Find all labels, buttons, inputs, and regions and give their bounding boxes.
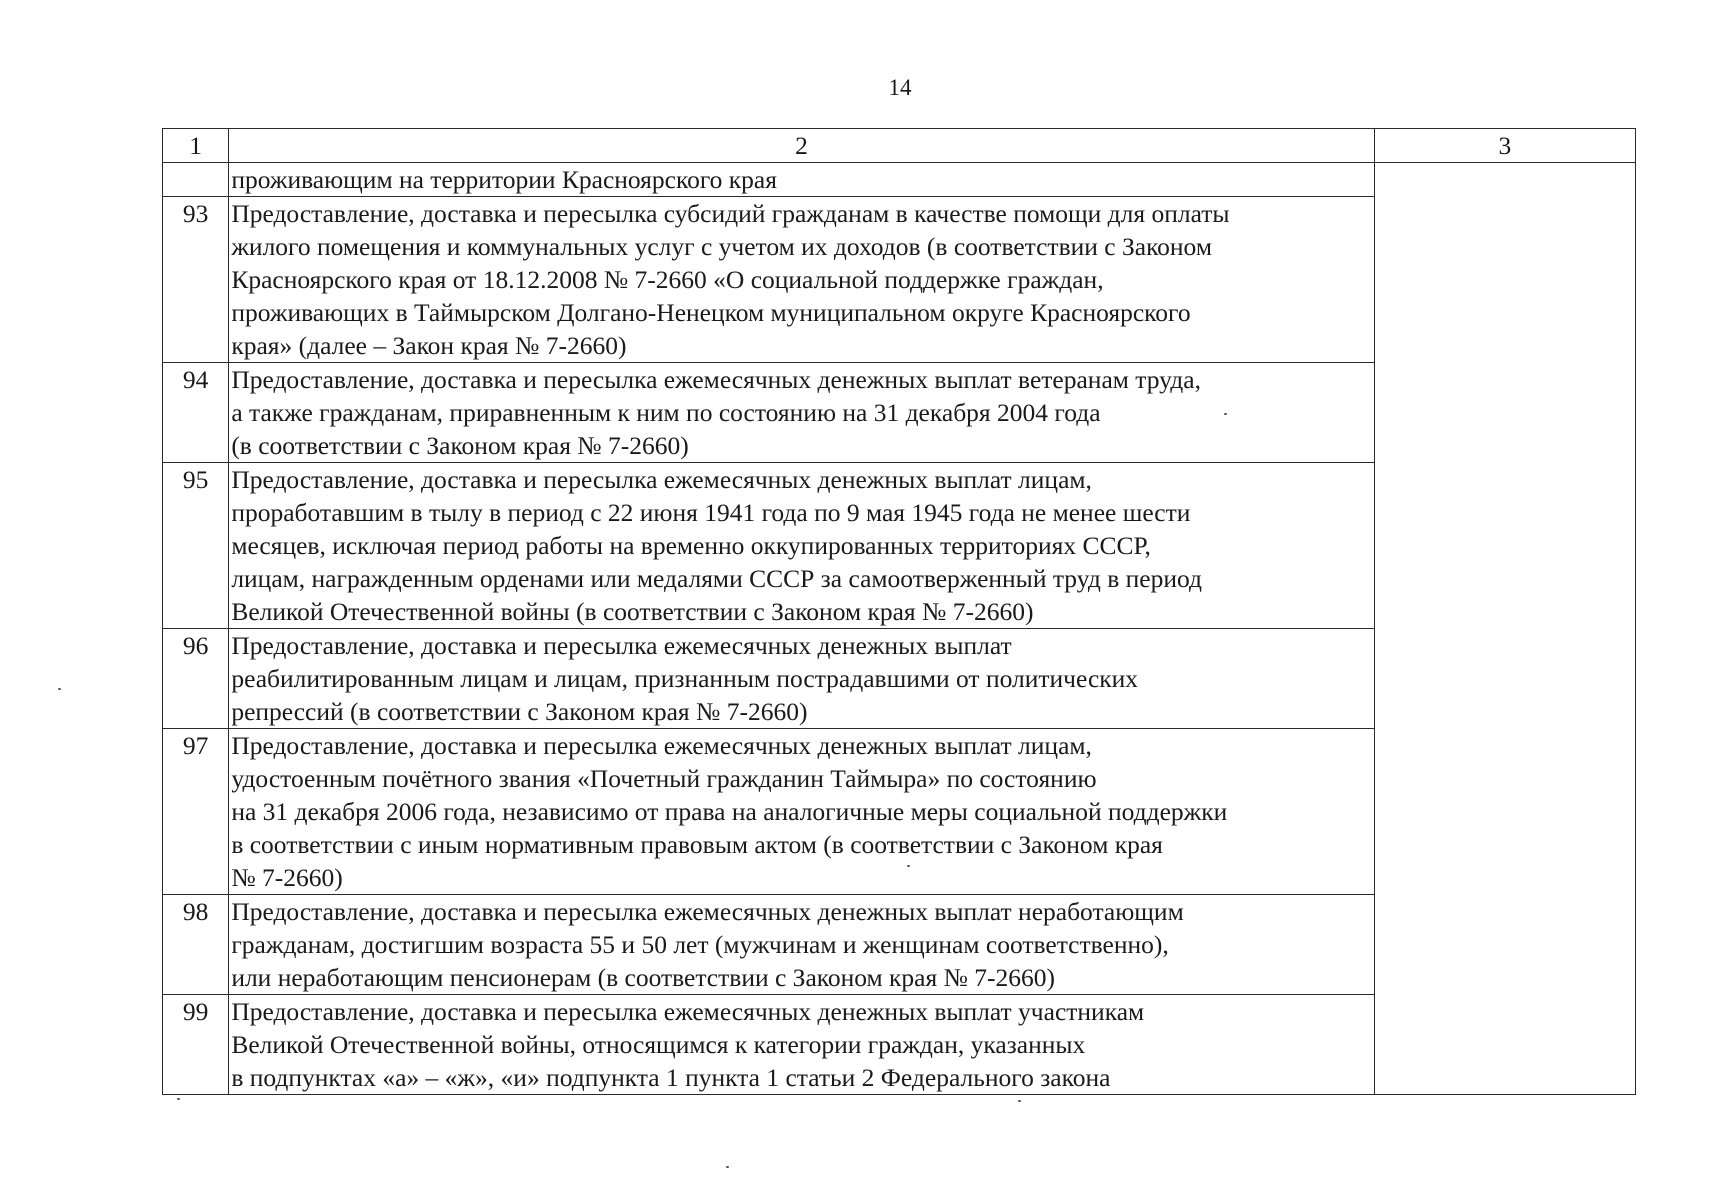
header-col-1: 1 [163, 129, 229, 163]
row-text-line: проработавшим в тылу в период с 22 июня 1941 года по 9 мая 1945 года не менее шести [231, 498, 1191, 527]
row-number: 97 [163, 729, 229, 895]
row-text [229, 895, 1374, 995]
row-text-line: удостоенным почётного звания «Почетный гражданин Таймыра» по состоянию [231, 764, 1097, 793]
page-number: 14 [888, 75, 912, 100]
row-text-line: проживающих в Таймырском Долгано-Ненецком муниципальном округе Красноярского [231, 298, 1191, 327]
row-number: 94 [163, 363, 229, 463]
table-body [163, 163, 1636, 1095]
row-text-line: гражданам, достигшим возраста 55 и 50 лет (мужчинам и женщинам соответственно), [231, 930, 1169, 959]
row-text-line: реабилитированным лицам и лицам, признанным пострадавшими от политических [231, 664, 1139, 693]
row-text-line: Предоставление, доставка и пересылка ежемесячных денежных выплат лицам, [231, 731, 1092, 760]
row-text-line: репрессий (в соответствии с Законом края № 7-2660) [231, 697, 808, 726]
row-text-line: Предоставление, доставка и пересылка ежемесячных денежных выплат [231, 631, 1012, 660]
row-number: 99 [163, 995, 229, 1095]
row-text [229, 363, 1374, 463]
row-number: 93 [163, 197, 229, 363]
row-text [229, 463, 1374, 629]
row-text-line: Красноярского края от 18.12.2008 № 7-2660 «О социальной поддержке граждан, [231, 265, 1104, 294]
document-table [162, 128, 1636, 1095]
row-text [229, 163, 1374, 197]
row-text [229, 197, 1374, 363]
scan-speck [907, 865, 910, 867]
row-text-line: (в соответствии с Законом края № 7-2660) [231, 431, 689, 460]
row-text-line: в подпунктах «а» – «ж», «и» подпункта 1 пункта 1 статьи 2 Федерального закона [231, 1063, 1111, 1092]
row-text-line: Предоставление, доставка и пересылка ежемесячных денежных выплат лицам, [231, 465, 1092, 494]
row-text-line: Предоставление, доставка и пересылка ежемесячных денежных выплат неработающим [231, 897, 1184, 926]
row-number: 98 [163, 895, 229, 995]
row-text-line: жилого помещения и коммунальных услуг с учетом их доходов (в соответствии с Законом [231, 232, 1212, 261]
row-text-line: № 7-2660) [231, 863, 343, 892]
row-text-line: края» (далее – Закон края № 7-2660) [231, 331, 627, 360]
scan-speck [177, 1098, 180, 1100]
row-text-line: а также гражданам, приравненным к ним по состоянию на 31 декабря 2004 года [231, 398, 1101, 427]
scan-speck [726, 1166, 729, 1168]
row-text-line: Великой Отечественной войны, относящимся к категории граждан, указанных [231, 1030, 1086, 1059]
scan-speck [1018, 1100, 1021, 1102]
row-text [229, 995, 1374, 1095]
row-text-line: Великой Отечественной войны (в соответствии с Законом края № 7-2660) [231, 597, 1034, 626]
table-row [163, 163, 1636, 197]
row-text-line: в соответствии с иным нормативным правовым актом (в соответствии с Законом края [231, 830, 1163, 859]
row-text-line: проживающим на территории Красноярского края [231, 165, 777, 194]
table-header-row [163, 129, 1636, 163]
row-text [229, 629, 1374, 729]
row-number: 95 [163, 463, 229, 629]
row-number: 96 [163, 629, 229, 729]
row-text-line: Предоставление, доставка и пересылка ежемесячных денежных выплат участникам [231, 997, 1145, 1026]
scan-speck [1224, 413, 1227, 415]
header-col-2: 2 [229, 129, 1374, 163]
row-text-line: месяцев, исключая период работы на временно оккупированных территориях СССР, [231, 531, 1151, 560]
column-3-cell [1374, 163, 1635, 1095]
row-text-line: или неработающим пенсионерам (в соответствии с Законом края № 7-2660) [231, 963, 1056, 992]
row-text [229, 729, 1374, 895]
header-col-3: 3 [1374, 129, 1635, 163]
row-text-line: Предоставление, доставка и пересылка ежемесячных денежных выплат ветеранам труда, [231, 365, 1201, 394]
row-number [163, 163, 229, 197]
scan-speck [58, 688, 61, 690]
row-text-line: на 31 декабря 2006 года, независимо от права на аналогичные меры социальной поддержки [231, 797, 1228, 826]
row-text-line: лицам, награжденным орденами или медалями СССР за самоотверженный труд в период [231, 564, 1202, 593]
row-text-line: Предоставление, доставка и пересылка субсидий гражданам в качестве помощи для оплаты [231, 199, 1230, 228]
